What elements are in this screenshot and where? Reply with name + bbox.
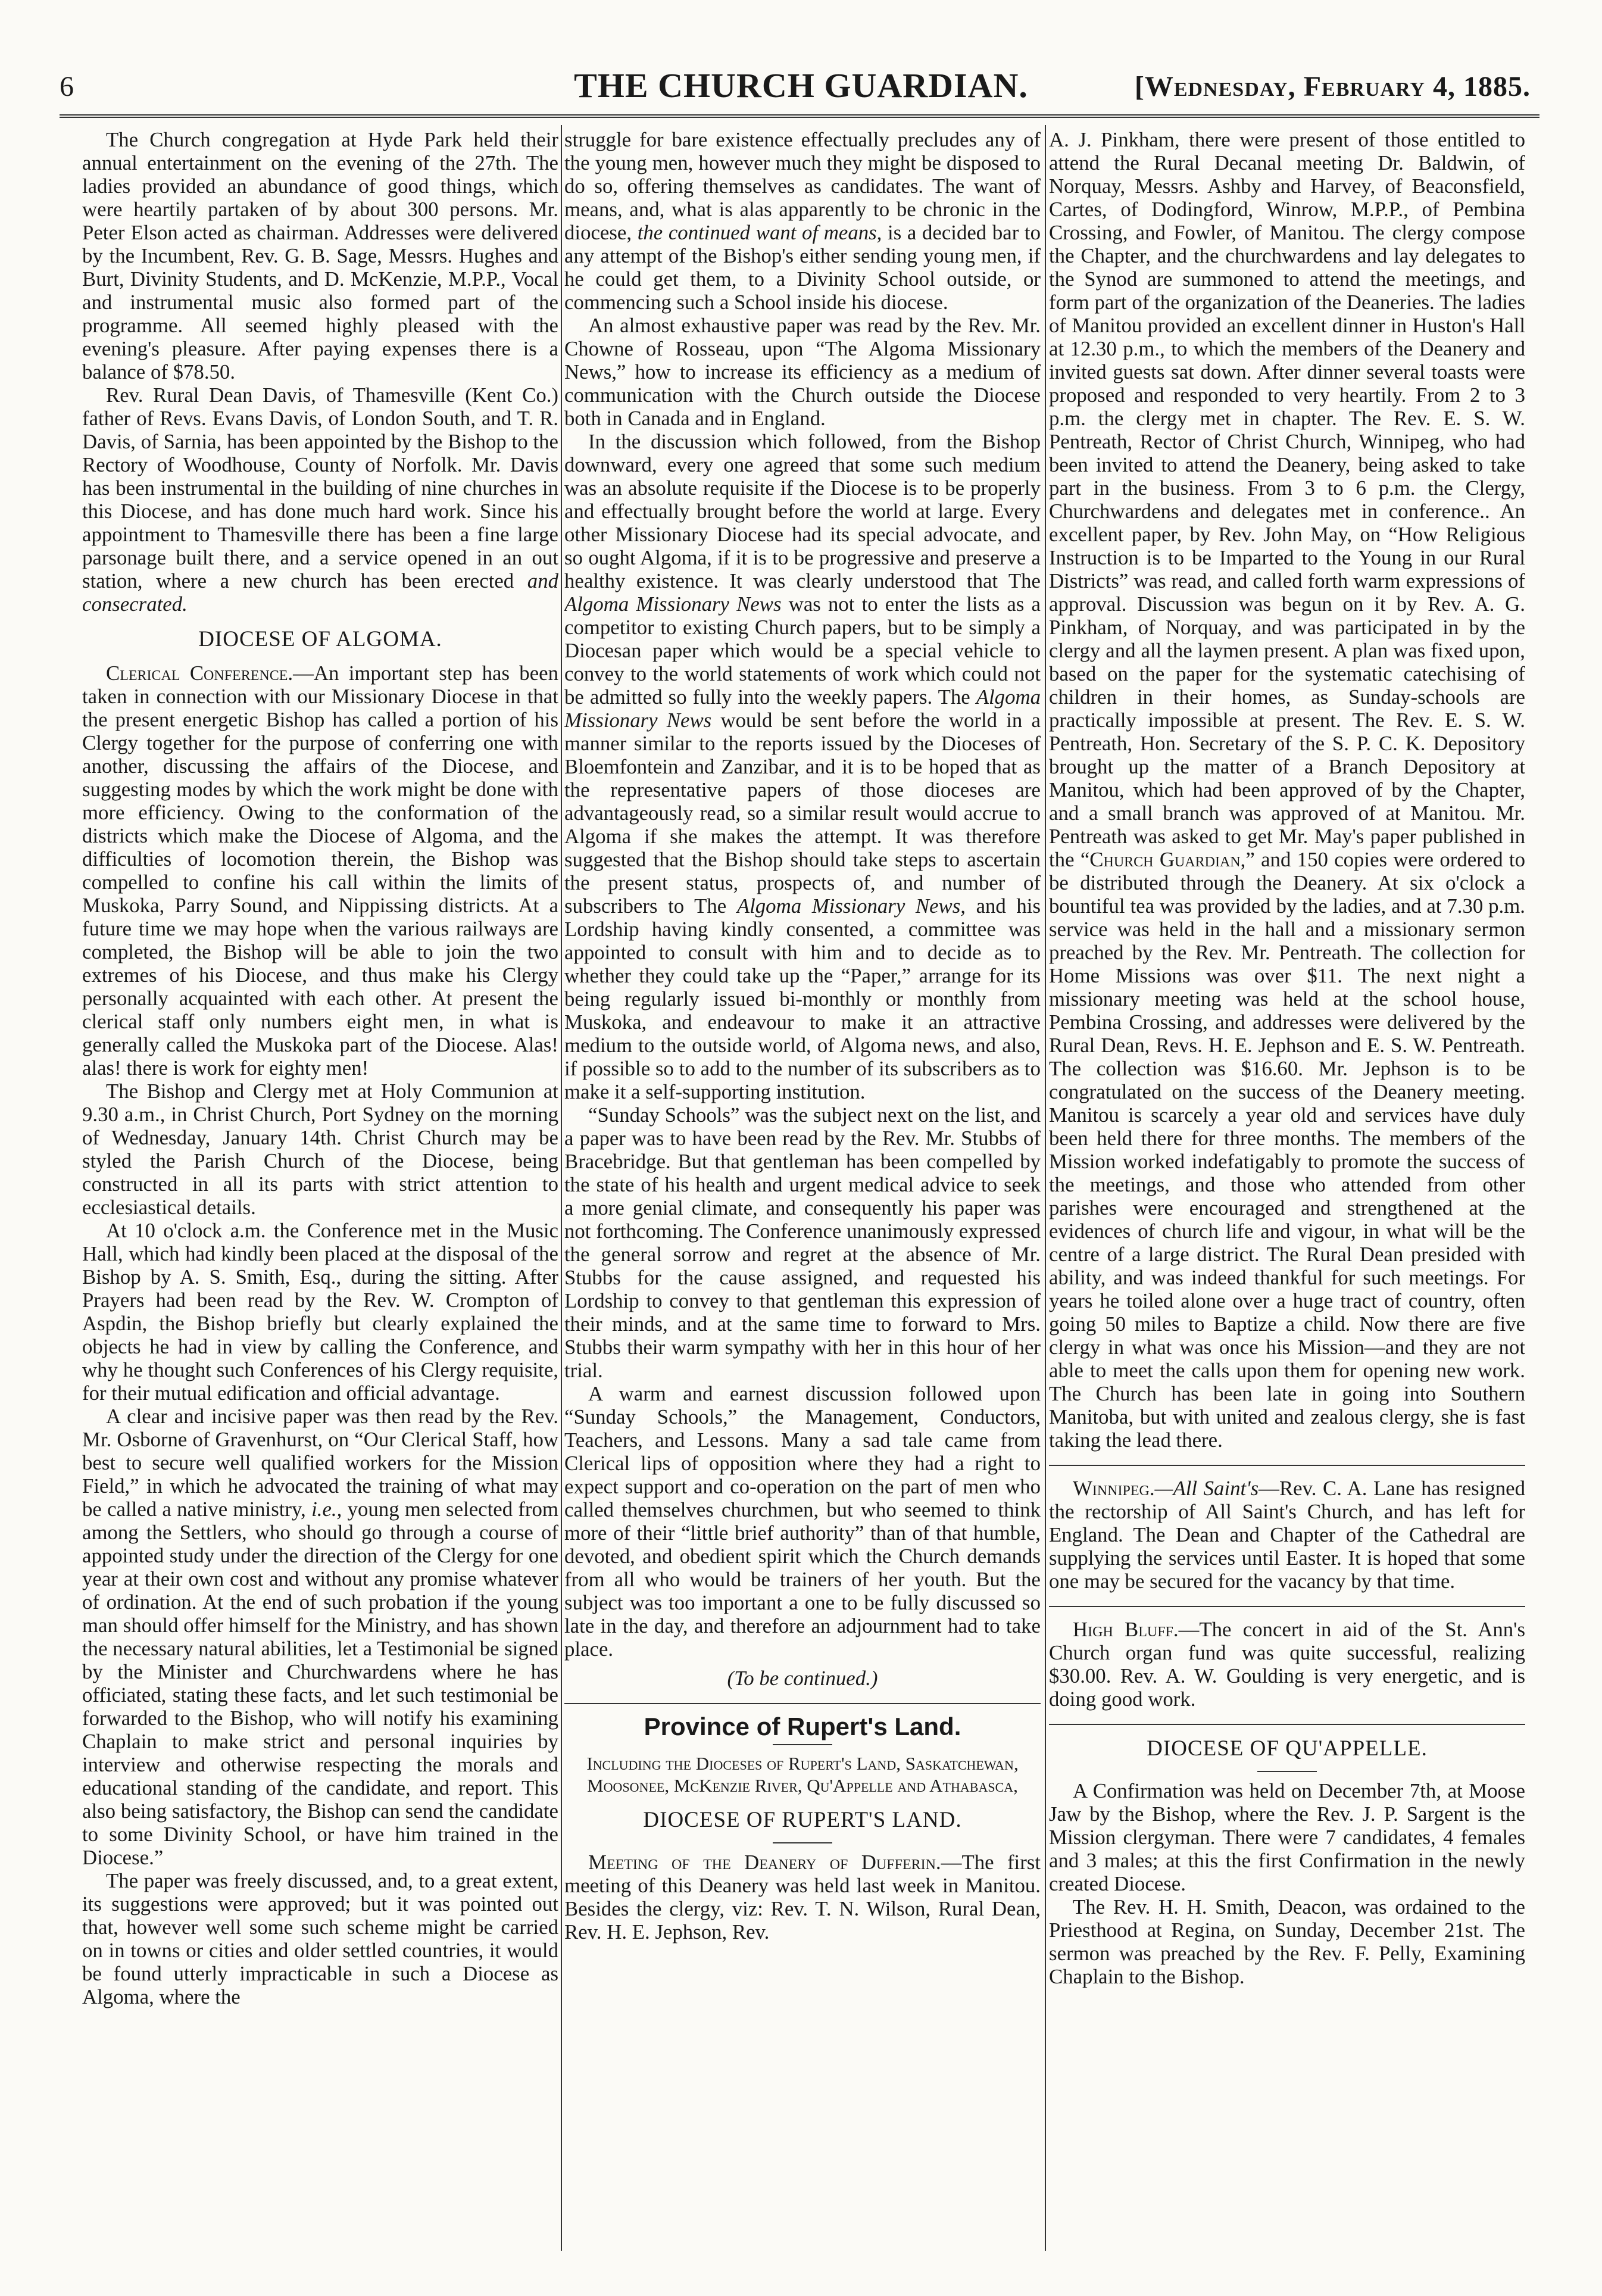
article-music-hall: At 10 o'clock a.m. the Conference met in the Music Hall, which had kindly been placed at the disposal of the Bishop by A. S. Smith, Esq., during the sitting. After Prayers had been read by the Rev. W. Crompton of Aspdin, the Bishop briefly but clearly explained the objects he had in view by calling the Conference, and why he thought such Conferences of his Clergy requisite, for their mutual edification and official advantage. [82, 1219, 558, 1405]
newspaper-title: THE CHURCH GUARDIAN. [574, 66, 1028, 105]
short-rule [1257, 1771, 1317, 1772]
column-2 [564, 128, 1041, 2254]
article-lead: Winnipeg. [1073, 1477, 1155, 1500]
heading-diocese-of-algoma: DIOCESE OF ALGOMA. [198, 627, 442, 651]
article-text: was not to enter the lists as a competitor to existing Church papers, but to be simply a Diocesan paper which would be a special vehicle to convey to the world statements of work which could not be admitted so fully into the weekly papers. The [564, 592, 1041, 709]
heading-province-ruperts-land: Province of Rupert's Land. [644, 1712, 961, 1740]
article-holy-communion: The Bishop and Clergy met at Holy Communion at 9.30 a.m., in Christ Church, Port Sydney on the morning of Wednesday, January 14th. Christ Church may be styled the Parish Church of the Diocese, being constructed in all its parts with strict attention to ecclesiastical details. [82, 1080, 558, 1219]
article-text: —The concert in aid of the St. Ann's Church organ fund was quite successful, realizing $30.00. Rev. A. W. Goulding is very energetic, and is doing good work. [1049, 1618, 1525, 1711]
article-lead: High Bluff. [1073, 1618, 1179, 1641]
article-text: Rev. Rural Dean Davis, of Thamesville (Kent Co.) father of Revs. Evans Davis, of London South, and T. R. Davis, of Sarnia, has been appointed by the Bishop to the Rectory of Woodhouse, County of Norfolk. Mr. Davis has been instrumental in the building of nine churches in this Diocese, and has done much hard work. Since his appointment to Thamesville there has been a fine large parsonage built there, and a service opened in an out station, where a new church has been erected [82, 383, 558, 592]
article-text: young men selected from among the Settlers, who should go through a course of appointed study under the direction of the Clergy for one year at their own cost and without any promise whatever of ordination. At the end of such probation if the young man should offer himself for the Ministry, and has shown the necessary natural abilities, let a Testimonial be signed by the Minister and Churchwardens where he has officiated, stating these facts, and let such testimonial be forwarded to the Bishop, who will notify his examining Chaplain to make strict and personal inquiries by interview and otherwise respecting the morals and educational standing of the candidate, and report. This also being satisfactory, the Bishop can send the candidate to some Divinity School, or have him trained in the Diocese.” [82, 1498, 558, 1869]
short-rule [773, 1842, 832, 1843]
column-divider [1045, 125, 1046, 2251]
article-text: and 150 copies were ordered to be distributed through the Deanery. At six o'clock a bountiful tea was provided by the ladies, and at 7.30 p.m. service was held in the hall and a missionary sermon preached by the Rev. Mr. Pentreath. The collection for Home Missions was over $11. The next night a missionary meeting was held at the school house, Pembina Crossing, and addresses were delivered by the Rural Dean, Revs. H. E. Jephson and E. S. W. Pentreath. The collection was $16.60. Mr. Jephson is to be congratulated on the success of the Deanery meeting. Manitou is scarcely a year old and services have duly been held there for three months. The members of the Mission worked indefatigably to promote the success of the meetings, and those who attended from other parishes were encouraged and strengthened at the evidences of church life and vigour, in what will be the centre of a large district. The Rural Dean presided with ability, and was indeed thankful for such meetings. For years he toiled alone over a huge tract of country, often going 50 miles to Baptize a child. Now there are five clergy in what was once his Mission—and they are not able to meet the calls upon them for opening new work. The Church has been late in going into Southern Manitoba, but with united and zealous clergy, she is fast taking the lead there. [1049, 848, 1525, 1452]
article-text: A. J. Pinkham, there were present of those entitled to attend the Rural Decanal meeting Dr. Baldwin, of Norquay, Messrs. Ashby and Harvey, of Beaconsfield, Cartes, of Dodingford, Winrow, M.P.P., of Pembina Crossing, and Fowler, of Manitou. The clergy compose the Chapter, and the churchwardens and lay delegates to the Synod are summoned to attend the meetings, and form part of the organization of the Deaneries. The ladies of Manitou provided an excellent dinner in Huston's Hall at 12.30 p.m., to which the members of the Deanery and invited guests sat down. After dinner several toasts were proposed and responded to very heartily. From 2 to 3 p.m. the clergy met in chapter. The Rev. E. S. W. Pentreath, Rector of Christ Church, Winnipeg, who had been invited to attend the Deanery, being asked to take part in the business. From 3 to 6 p.m. the Clergy, Churchwardens and delegates met in conference.. An excellent paper, by Rev. John May, on “How Religious Instruction is to be Imparted to the Young in our Rural Districts” was read, and called forth warm expressions of approval. Discussion was begun on it by Rev. A. G. Pinkham, of Norquay, and was participated in by the clergy and all the laymen present. A plan was fixed upon, based on the paper for the systematic catechising of children in their homes, as Sunday-schools are practically impossible at present. The Rev. E. S. W. Pentreath, Hon. Secretary of the S. P. C. K. Depository brought up the matter of a Branch Depository at Manitou, which had been approved of by the Chapter, and a small branch was approved of at Manitou. Mr. Pentreath was asked to get Mr. May's paper published in the [1049, 128, 1525, 871]
column-1 [82, 128, 558, 2254]
to-be-continued: (To be continued.) [727, 1667, 878, 1690]
column-divider [561, 125, 562, 2251]
article-text: and his Lordship having kindly consented, a committee was appointed to consult with him and to decide as to whether they could take up the “Paper,” arrange for its being regularly issued bi-monthly or monthly from Muskoka, and endeavour to make it an attractive medium to the outside world, of Algoma news, and also, if possible so to add to the number of its subscribers as to make it a self-supporting institution. [564, 894, 1041, 1103]
section-divider [1049, 1606, 1525, 1607]
article-text: would be sent before the world in a manner similar to the reports issued by the Dioceses of Bloemfontein and Zanzibar, and it is to be hoped that as the representative papers of those dioceses are advantageously read, so a similar result would accrue to Algoma if she makes the attempt. It was therefore suggested that the Bishop should take steps to ascertain the present status, prospects of, and number of subscribers to The [564, 709, 1041, 918]
article-sunday-schools: “Sunday Schools” was the subject next on the list, and a paper was to have been read by the Rev. Mr. Stubbs of Bracebridge. But that gentleman has been compelled by the state of his health and urgent medical advice to seek a more genial climate, and consequently his paper was not forthcoming. The Conference unanimously expressed the general sorrow and regret at the absence of Mr. Stubbs for the cause assigned, and requested his Lordship to convey to that gentleman this expression of their minds, and at the same time to forward to Mrs. Stubbs their warm sympathy with her in this hour of her trial. [564, 1103, 1041, 1382]
article-text-smallcaps: “Church Guardian,” [1080, 848, 1255, 871]
article-text-italic: i.e., [311, 1498, 342, 1521]
article-paper-discussed: The paper was freely discussed, and, to a great extent, its suggestions were approved; but it was pointed out that, however well some such scheme might be carried on in towns or cities and older settled countries, it would be found utterly impracticable in such a Diocese as Algoma, where the [82, 1869, 558, 2008]
article-lead: Meeting of the Deanery of Dufferin. [588, 1851, 941, 1874]
article-missionary-news [564, 430, 1041, 1103]
article-osborne-paper [82, 1405, 558, 1869]
issue-date: [Wednesday, February 4, 1885. [1134, 71, 1531, 102]
article-text-italic: —All Saint's [1154, 1477, 1259, 1500]
page-number: 6 [60, 71, 74, 102]
article-text-italic: Algoma Missionary News [564, 685, 1041, 732]
article-winnipeg [1049, 1477, 1525, 1593]
article-rural-dean-davis [82, 383, 558, 616]
article-clerical-conference [82, 662, 558, 1080]
short-rule [773, 1744, 832, 1745]
article-ordination: The Rev. H. H. Smith, Deacon, was ordained to the Priesthood at Regina, on Sunday, December 21st. The sermon was preached by the Rev. F. Pelly, Examining Chaplain to the Bishop. [1049, 1895, 1525, 1988]
section-divider [564, 1703, 1041, 1704]
article-deanery-dufferin [564, 1851, 1041, 1944]
header-rule [60, 114, 1539, 118]
article-text: —The first meeting of this Deanery was held last week in Manitou. Besides the clergy, viz: Rev. T. N. Wilson, Rural Dean, Rev. H. E. Jephson, Rev. [564, 1851, 1041, 1944]
page-header [0, 0, 1602, 119]
province-subheading: Including the Dioceses of Rupert's Land, Saskatchewan, Moosonee, McKenzie River, Qu'Appelle and Athabasca, [586, 1753, 1019, 1796]
article-continuation [564, 128, 1041, 314]
article-hyde-park: The Church congregation at Hyde Park held their annual entertainment on the evening of the 27th. The ladies provided an abundance of good things, which were heartily partaken of by about 300 persons. Mr. Peter Elson acted as chairman. Addresses were delivered by the Incumbent, Rev. G. B. Sage, Messrs. Hughes and Burt, Divinity Students, and D. McKenzie, M.P.P., Vocal and instrumental music also formed part of the programme. All seemed highly pleased with the evening's pleasure. After paying expenses there is a balance of $78.50. [82, 128, 558, 383]
article-chowne-paper: An almost exhaustive paper was read by the Rev. Mr. Chowne of Rosseau, upon “The Algoma Missionary News,” how to increase its efficiency as a medium of communication with the Church outside the Diocese both in Canada and in England. [564, 314, 1041, 430]
section-divider [1049, 1465, 1525, 1466]
article-lead: Clerical Conference. [106, 662, 293, 685]
article-confirmation: A Confirmation was held on December 7th, at Moose Jaw by the Bishop, where the Rev. J. P. Sargent is the Mission clergyman. There were 7 candidates, 4 females and 3 males; at this the first Confirmation in the newly created Diocese. [1049, 1779, 1525, 1895]
article-text: —Rev. C. A. Lane has resigned the rectorship of All Saint's Church, and has left for England. The Dean and Chapter of the Cathedral are supplying the services until Easter. It is hoped that some one may be secured for the vacancy by that time. [1049, 1477, 1525, 1593]
section-divider [1049, 1724, 1525, 1725]
article-text: In the discussion which followed, from the Bishop downward, every one agreed that some such medium was an absolute requisite if the Diocese is to be properly and effectually brought before the world at large. Every other Missionary Diocese had its special advocate, and so ought Algoma, if it is to be progressive and preserve a healthy existence. It was clearly understood that The [564, 430, 1041, 592]
article-sunday-schools-discussion: A warm and earnest discussion followed upon “Sunday Schools,” the Management, Conductors, Teachers, and Lessons. Many a sad tale came from Clerical lips of opposition where they had a right to expect support and co-operation on the part of men who called themselves churchmen, but who seemed to think more of their “little brief authority” than of that humble, devoted, and obedient spirit which the Church demands from all who would be trainers of her youth. But the subject was too important a one to be fully discussed so late in the day, and therefore an adjournment had to take place. [564, 1382, 1041, 1661]
article-text: —An important step has been taken in connection with our Missionary Diocese in that the present energetic Bishop has called a portion of his Clergy together for the purpose of conferring one with another, discussing the affairs of the Diocese, and suggesting modes by which the work might be done with more efficiency. Owing to the conformation of the districts which make the Diocese of Algoma, and the difficulties of locomotion therein, the Bishop was compelled to confine his call within the limits of Muskoka, Parry Sound, and Nippissing districts. At a future time we may hope when the various railways are completed, the Bishop will be able to join the two extremes of his Diocese, and thus make his Clergy personally acquainted with each other. At present the clerical staff only numbers eight men, in what is generally called the Muskoka part of the Diocese. Alas! alas! there is work for eighty men! [82, 662, 558, 1080]
heading-diocese-ruperts-land: DIOCESE OF RUPERT'S LAND. [643, 1808, 962, 1832]
article-text-italic: Algoma Missionary News [564, 592, 782, 616]
column-3 [1049, 128, 1525, 2254]
article-deanery-continuation [1049, 128, 1525, 1452]
article-high-bluff [1049, 1618, 1525, 1711]
article-text: is a decided bar to any attempt of the Bishop's either sending young men, if he could get them, to a Divinity School outside, or commencing such a School inside his diocese. [564, 221, 1041, 314]
heading-diocese-quappelle: DIOCESE OF QU'APPELLE. [1147, 1736, 1428, 1761]
article-text: A clear and incisive paper was then read by the Rev. Mr. Osborne of Gravenhurst, on “Our Clerical Staff, how best to secure well qualified workers for the Mission Field,” in which he advocated the training of what may be called a native ministry, [82, 1405, 558, 1521]
article-text-italic: the continued want of means, [637, 221, 882, 244]
article-text-italic: and consecrated. [82, 569, 558, 616]
article-text-italic: Algoma Missionary News, [736, 894, 966, 918]
article-text: struggle for bare existence effectually precludes any of the young men, however much they might be disposed to do so, offering themselves as candidates. The want of means, and, what is alas apparently to be chronic in the diocese, [564, 128, 1041, 244]
